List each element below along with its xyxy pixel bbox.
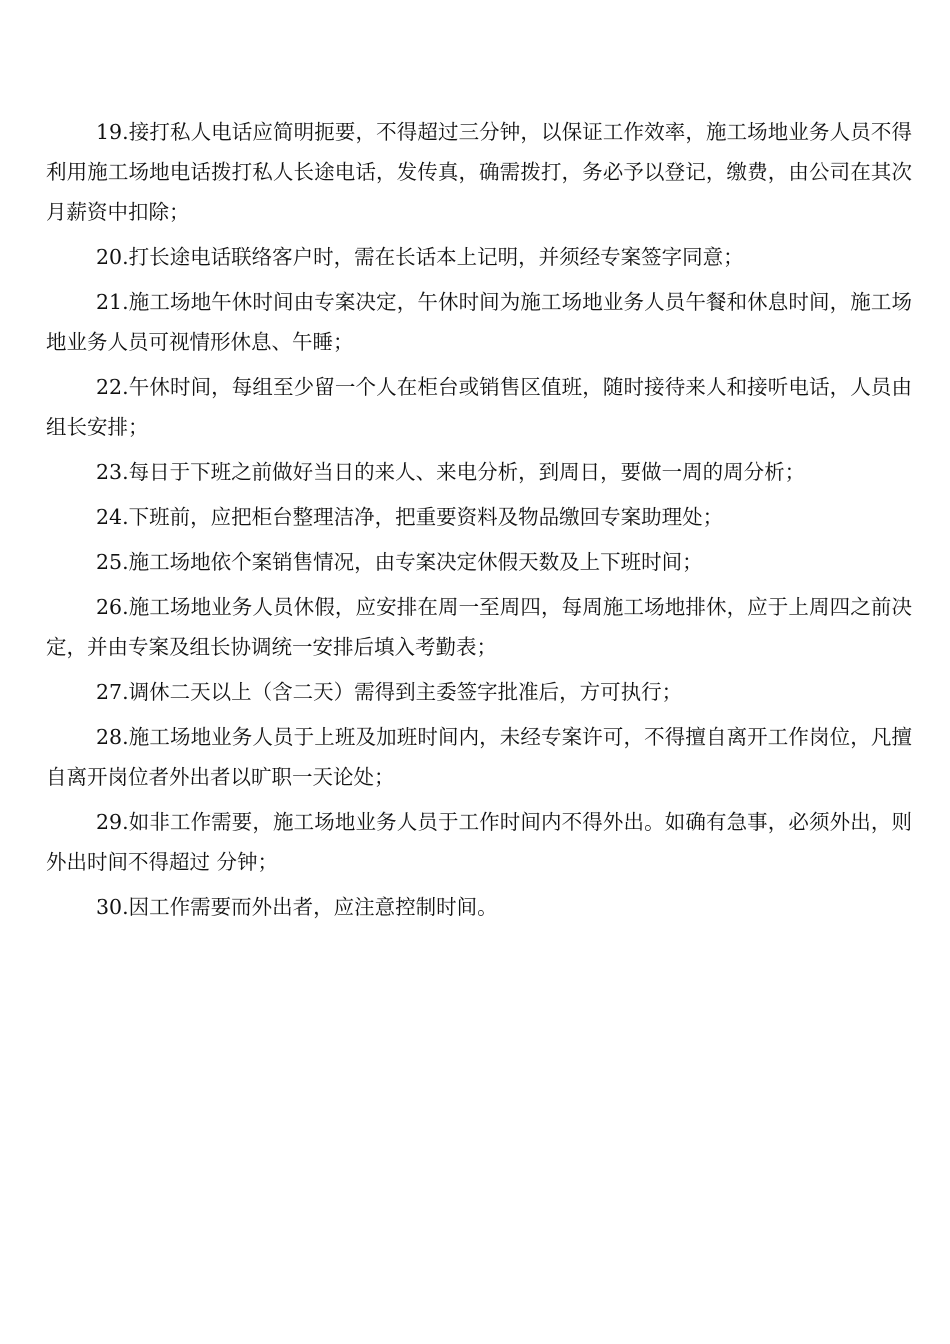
paragraph-23: 23.每日于下班之前做好当日的来人、来电分析，到周日，要做一周的周分析； [96, 460, 806, 484]
paragraph-30: 30.因工作需要而外出者，应注意控制时间。 [96, 895, 498, 919]
paragraph-29: 29.如非工作需要，施工场地业务人员于工作时间内不得外出。如确有急事，必须外出，则外出时间不得超过 分钟； [46, 810, 912, 874]
paragraph-27: 27.调休二天以上（含二天）需得到主委签字批准后，方可执行； [96, 680, 683, 704]
paragraph-26: 26.施工场地业务人员休假，应安排在周一至周四，每周施工场地排休，应于上周四之前决定，并由专案及组长协调统一安排后填入考勤表； [46, 595, 912, 659]
paragraph-21: 21.施工场地午休时间由专案决定，午休时间为施工场地业务人员午餐和休息时间，施工场地业务人员可视情形休息、午睡； [46, 290, 912, 354]
paragraph-22: 22.午休时间，每组至少留一个人在柜台或销售区值班，随时接待来人和接听电话，人员由组长安排； [46, 375, 912, 439]
paragraph-25: 25.施工场地依个案销售情况，由专案决定休假天数及上下班时间； [96, 550, 703, 574]
paragraph-20: 20.打长途电话联络客户时，需在长话本上记明，并须经专案签字同意； [96, 245, 744, 269]
document-body [46, 112, 912, 927]
paragraph-24: 24.下班前，应把柜台整理洁净，把重要资料及物品缴回专案助理处； [96, 505, 724, 529]
paragraph-28: 28.施工场地业务人员于上班及加班时间内，未经专案许可，不得擅自离开工作岗位，凡擅自离开岗位者外出者以旷职一天论处； [46, 725, 912, 789]
paragraph-19: 19.接打私人电话应简明扼要，不得超过三分钟，以保证工作效率，施工场地业务人员不得利用施工场地电话拨打私人长途电话，发传真，确需拨打，务必予以登记，缴费，由公司在其次月薪资中扣除； [46, 120, 912, 224]
